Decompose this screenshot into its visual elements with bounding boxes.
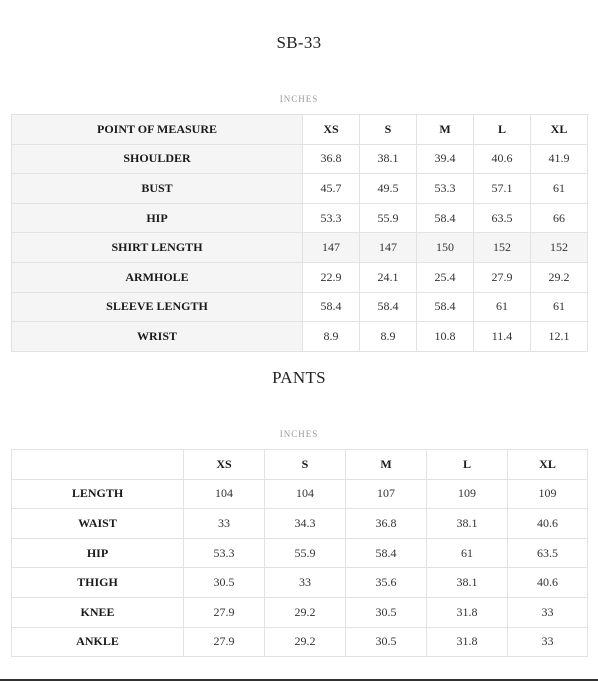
table-cell: 38.1: [360, 144, 417, 174]
row-label: SHOULDER: [12, 144, 303, 174]
table-row: [12, 568, 588, 598]
row-label: ARMHOLE: [12, 262, 303, 292]
table-row: [12, 262, 588, 292]
table-cell: 30.5: [184, 568, 265, 598]
table-cell: 27.9: [184, 627, 265, 657]
table-cell: 61: [427, 538, 508, 568]
table-row: [12, 479, 588, 509]
header-cell: [12, 450, 184, 480]
row-label: KNEE: [12, 597, 184, 627]
table-cell: 58.4: [346, 538, 427, 568]
table-cell: 45.7: [303, 174, 360, 204]
table-cell: 49.5: [360, 174, 417, 204]
table-cell: 147: [360, 233, 417, 263]
table-cell: 61: [531, 292, 588, 322]
header-cell: XS: [303, 115, 360, 145]
table-row: [12, 597, 588, 627]
table-cell: 30.5: [346, 597, 427, 627]
row-label: WRIST: [12, 322, 303, 352]
table-cell: 58.4: [417, 203, 474, 233]
table-row: [12, 322, 588, 352]
table-cell: 104: [265, 479, 346, 509]
header-cell: L: [427, 450, 508, 480]
table-cell: 40.6: [474, 144, 531, 174]
table-cell: 58.4: [417, 292, 474, 322]
table-cell: 109: [508, 479, 588, 509]
table-cell: 22.9: [303, 262, 360, 292]
header-cell: XL: [508, 450, 588, 480]
row-label: SLEEVE LENGTH: [12, 292, 303, 322]
header-cell: L: [474, 115, 531, 145]
row-label: SHIRT LENGTH: [12, 233, 303, 263]
table-cell: 31.8: [427, 597, 508, 627]
table-cell: 38.1: [427, 509, 508, 539]
row-label: WAIST: [12, 509, 184, 539]
table-cell: 8.9: [360, 322, 417, 352]
table-cell: 41.9: [531, 144, 588, 174]
header-cell: XS: [184, 450, 265, 480]
table-cell: 40.6: [508, 509, 588, 539]
table-cell: 57.1: [474, 174, 531, 204]
table-cell: 38.1: [427, 568, 508, 598]
table-cell: 107: [346, 479, 427, 509]
pants-title: PANTS: [272, 368, 326, 387]
row-label: BUST: [12, 174, 303, 204]
table-cell: 55.9: [265, 538, 346, 568]
table-cell: 61: [474, 292, 531, 322]
table-cell: 55.9: [360, 203, 417, 233]
row-label: ANKLE: [12, 627, 184, 657]
table-cell: 53.3: [417, 174, 474, 204]
table-cell: 63.5: [508, 538, 588, 568]
header-cell: XL: [531, 115, 588, 145]
table-cell: 39.4: [417, 144, 474, 174]
header-cell: M: [346, 450, 427, 480]
table-cell: 147: [303, 233, 360, 263]
table-cell: 30.5: [346, 627, 427, 657]
table-header-row: [12, 115, 588, 145]
shirt-title: SB-33: [276, 33, 322, 52]
table-cell: 10.8: [417, 322, 474, 352]
table-cell: 33: [265, 568, 346, 598]
table-cell: 63.5: [474, 203, 531, 233]
table-cell: 25.4: [417, 262, 474, 292]
table-row: [12, 509, 588, 539]
table-cell: 29.2: [265, 597, 346, 627]
table-cell: 53.3: [303, 203, 360, 233]
table-cell: 11.4: [474, 322, 531, 352]
header-cell: M: [417, 115, 474, 145]
table-cell: 36.8: [303, 144, 360, 174]
table-row: [12, 292, 588, 322]
table-cell: 8.9: [303, 322, 360, 352]
table-cell: 33: [508, 627, 588, 657]
table-cell: 24.1: [360, 262, 417, 292]
table-header-row: [12, 450, 588, 480]
header-cell: POINT OF MEASURE: [12, 115, 303, 145]
table-cell: 150: [417, 233, 474, 263]
shirt-size-table: [11, 114, 588, 352]
table-cell: 152: [531, 233, 588, 263]
table-cell: 29.2: [265, 627, 346, 657]
table-cell: 109: [427, 479, 508, 509]
row-label: HIP: [12, 203, 303, 233]
table-cell: 66: [531, 203, 588, 233]
table-cell: 58.4: [303, 292, 360, 322]
table-cell: 12.1: [531, 322, 588, 352]
pants-size-table: [11, 449, 588, 657]
table-row: [12, 627, 588, 657]
table-cell: 40.6: [508, 568, 588, 598]
shirt-unit-label: INCHES: [279, 94, 319, 104]
row-label: HIP: [12, 538, 184, 568]
table-cell: 58.4: [360, 292, 417, 322]
table-cell: 152: [474, 233, 531, 263]
table-cell: 33: [184, 509, 265, 539]
pants-unit-label: INCHES: [279, 429, 319, 439]
table-cell: 27.9: [184, 597, 265, 627]
header-cell: S: [265, 450, 346, 480]
table-cell: 31.8: [427, 627, 508, 657]
table-cell: 61: [531, 174, 588, 204]
table-cell: 36.8: [346, 509, 427, 539]
table-cell: 35.6: [346, 568, 427, 598]
table-cell: 104: [184, 479, 265, 509]
table-row: [12, 203, 588, 233]
table-cell: 53.3: [184, 538, 265, 568]
header-cell: S: [360, 115, 417, 145]
bottom-divider: [0, 679, 598, 681]
row-label: LENGTH: [12, 479, 184, 509]
table-row: [12, 233, 588, 263]
table-row: [12, 538, 588, 568]
table-row: [12, 174, 588, 204]
table-row: [12, 144, 588, 174]
row-label: THIGH: [12, 568, 184, 598]
table-cell: 29.2: [531, 262, 588, 292]
table-cell: 34.3: [265, 509, 346, 539]
table-cell: 33: [508, 597, 588, 627]
table-cell: 27.9: [474, 262, 531, 292]
